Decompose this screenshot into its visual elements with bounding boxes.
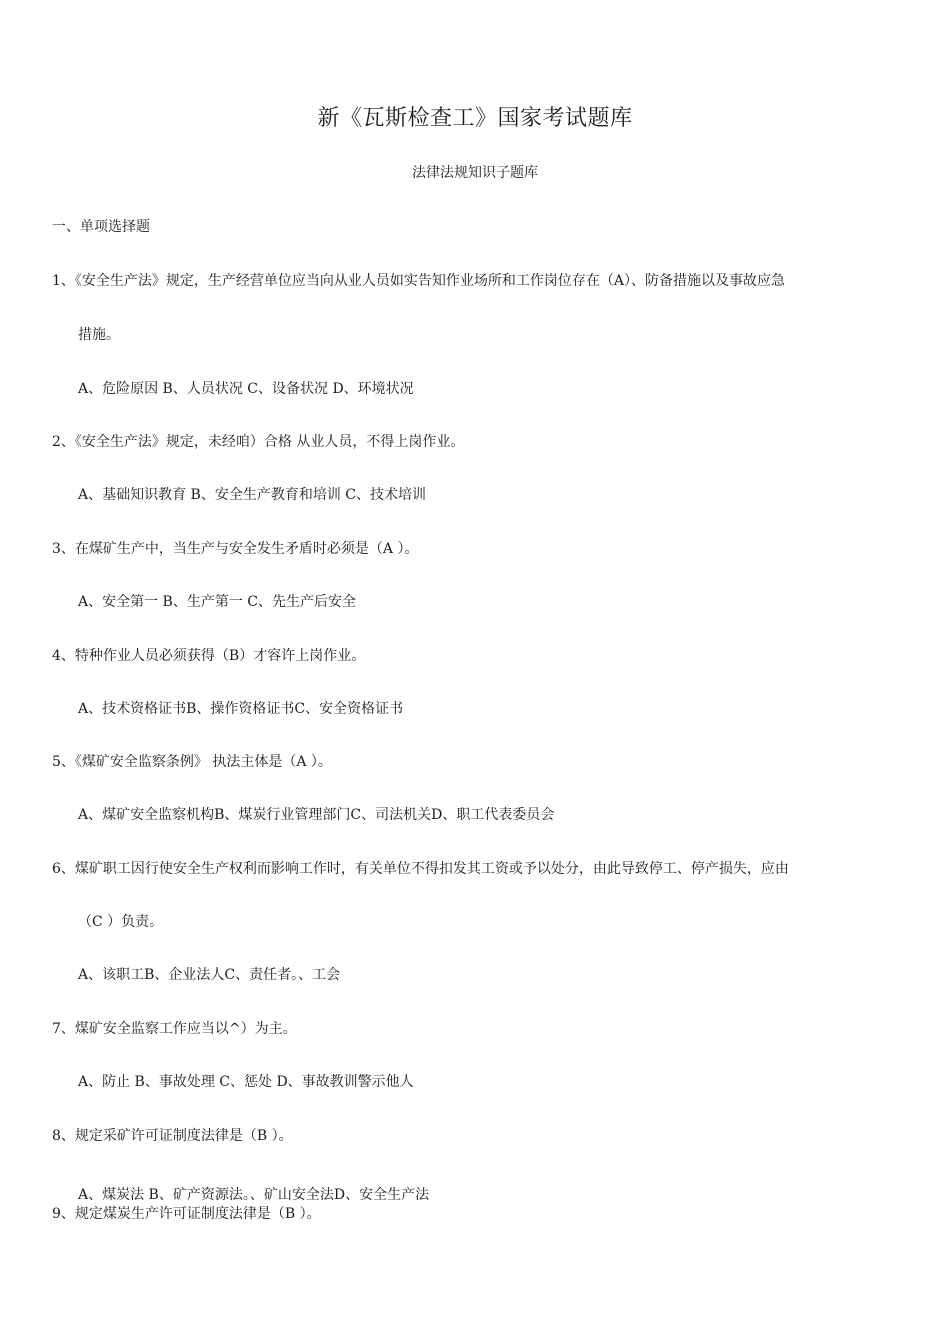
question-3-line-1: 3、在煤矿生产中，当生产与安全发生矛盾时必须是（A ）。 — [52, 541, 419, 557]
question-4-options: A、技术资格证书B、操作资格证书C、安全资格证书 — [78, 701, 404, 717]
question-1-line-2: 措施。 — [78, 327, 120, 343]
question-6-line-1: 6、煤矿职工因行使安全生产权利而影响工作时，有关单位不得扣发其工资或予以处分，由此导致停工、停产损失，应由 — [52, 861, 789, 877]
question-3-options: A、安全第一 B、生产第一 C、先生产后安全 — [78, 594, 357, 610]
question-5-line-1: 5、《煤矿安全监察条例》 执法主体是（A ）。 — [52, 754, 332, 770]
question-5-options: A、煤矿安全监察机构B、煤炭行业管理部门C、司法机关D、职工代表委员会 — [78, 807, 555, 823]
question-8-line-1: 8、规定采矿许可证制度法律是（B ）。 — [52, 1128, 293, 1144]
question-1-options: A、危险原因 B、人员状况 C、设备状况 D、环境状况 — [78, 381, 414, 397]
question-6-options: A、该职工B、企业法人C、责任者。、工会 — [78, 967, 341, 983]
section-heading: 一、单项选择题 — [52, 219, 150, 235]
question-4-line-1: 4、特种作业人员必须获得（B）才容许上岗作业。 — [52, 648, 366, 664]
page-subtitle: 法律法规知识子题库 — [412, 165, 538, 181]
question-1-line-1: 1、《安全生产法》规定，生产经营单位应当向从业人员如实告知作业场所和工作岗位存在（A）、防备措施以及事故应急 — [52, 273, 786, 289]
question-9-line-1: 9、规定煤炭生产许可证制度法律是（B ）。 — [52, 1206, 321, 1222]
question-8-options: A、煤炭法 B、矿产资源法。、矿山安全法D、安全生产法 — [78, 1187, 430, 1203]
question-2-options: A、基础知识教育 B、安全生产教育和培训 C、技术培训 — [78, 487, 427, 503]
question-2-line-1: 2、《安全生产法》规定，未经咱）合格 从业人员，不得上岗作业。 — [52, 434, 465, 450]
question-7-options: A、防止 B、事故处理 C、惩处 D、事故教训警示他人 — [78, 1074, 414, 1090]
page-title: 新《瓦斯检查工》国家考试题库 — [317, 106, 633, 131]
question-7-line-1: 7、煤矿安全监察工作应当以^）为主。 — [52, 1021, 297, 1037]
question-6-line-2: （C ）负责。 — [78, 914, 164, 930]
